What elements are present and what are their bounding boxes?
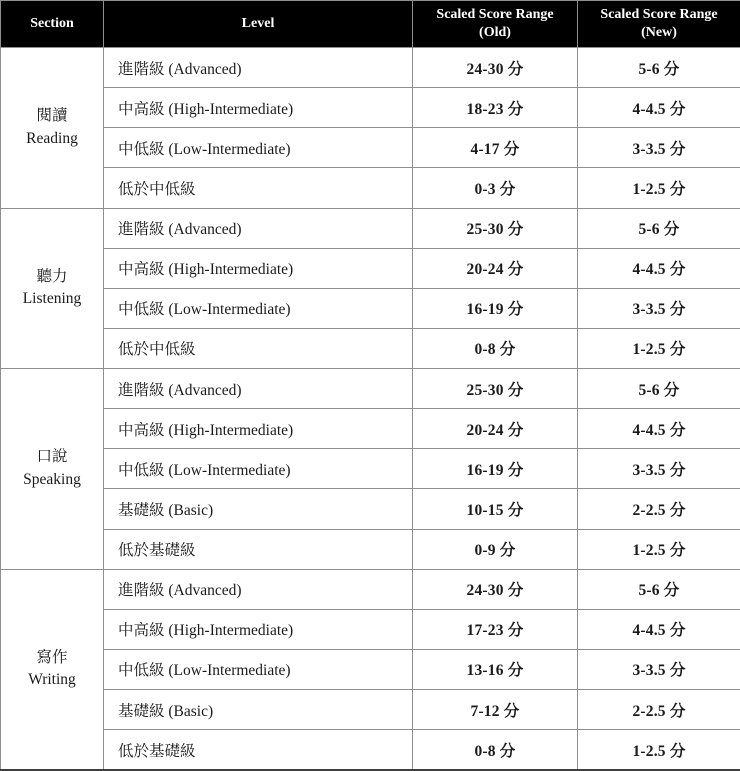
- header-score-new-label: Scaled Score Range: [600, 6, 718, 22]
- table-row: [1, 489, 740, 529]
- score-new-cell: 4-4.5 分: [578, 409, 740, 449]
- score-old-cell: 4-17 分: [413, 128, 578, 168]
- score-old-cell: 24-30 分: [413, 569, 578, 609]
- level-cell: 進階級 (Advanced): [104, 569, 413, 609]
- table-row: [1, 649, 740, 689]
- score-old-cell: 17-23 分: [413, 609, 578, 649]
- score-old-cell: 25-30 分: [413, 208, 578, 248]
- score-new-cell: 5-6 分: [578, 48, 740, 88]
- score-old-cell: 16-19 分: [413, 449, 578, 489]
- score-old-cell: 7-12 分: [413, 690, 578, 730]
- header-score-old-label: Scaled Score Range: [436, 6, 554, 22]
- score-new-cell: 3-3.5 分: [578, 128, 740, 168]
- score-old-cell: 0-8 分: [413, 328, 578, 368]
- header-level-label: Level: [241, 15, 275, 31]
- level-cell: 低於中低級: [104, 328, 413, 368]
- section-name-zh: 閱讀: [36, 107, 68, 125]
- table-row: [1, 168, 740, 208]
- section-name-zh: 寫作: [36, 648, 68, 666]
- score-old-cell: 25-30 分: [413, 369, 578, 409]
- header-section-label: Section: [30, 15, 74, 31]
- level-cell: 中低級 (Low-Intermediate): [104, 649, 413, 689]
- level-cell: 進階級 (Advanced): [104, 369, 413, 409]
- level-cell: 低於基礎級: [104, 529, 413, 569]
- score-new-cell: 1-2.5 分: [578, 529, 740, 569]
- score-new-cell: 3-3.5 分: [578, 649, 740, 689]
- level-cell: 低於基礎級: [104, 730, 413, 770]
- header-score-old-sub: (Old): [479, 25, 511, 40]
- score-new-cell: 3-3.5 分: [578, 449, 740, 489]
- table-row: [1, 409, 740, 449]
- header-level: [104, 1, 413, 48]
- table-row: [1, 569, 740, 609]
- header-section: [1, 1, 104, 48]
- level-cell: 低於中低級: [104, 168, 413, 208]
- score-new-cell: 2-2.5 分: [578, 489, 740, 529]
- score-new-cell: 3-3.5 分: [578, 288, 740, 328]
- score-new-cell: 1-2.5 分: [578, 328, 740, 368]
- table-row: [1, 609, 740, 649]
- table-row: [1, 88, 740, 128]
- score-old-cell: 18-23 分: [413, 88, 578, 128]
- table-header-row: [1, 1, 740, 48]
- level-cell: 中高級 (High-Intermediate): [104, 609, 413, 649]
- score-old-cell: 10-15 分: [413, 489, 578, 529]
- level-cell: 中低級 (Low-Intermediate): [104, 449, 413, 489]
- table-row: [1, 208, 740, 248]
- level-cell: 中高級 (High-Intermediate): [104, 409, 413, 449]
- score-new-cell: 4-4.5 分: [578, 88, 740, 128]
- score-new-cell: 4-4.5 分: [578, 609, 740, 649]
- score-old-cell: 16-19 分: [413, 288, 578, 328]
- section-cell-writing: [1, 569, 104, 770]
- score-table-body: [1, 48, 740, 771]
- table-row: [1, 248, 740, 288]
- table-row: [1, 48, 740, 88]
- table-row: [1, 128, 740, 168]
- score-new-cell: 5-6 分: [578, 369, 740, 409]
- score-new-cell: 2-2.5 分: [578, 690, 740, 730]
- section-name-en: Listening: [22, 290, 82, 308]
- score-new-cell: 1-2.5 分: [578, 730, 740, 770]
- table-row: [1, 529, 740, 569]
- section-name-en: Reading: [26, 129, 78, 147]
- header-score-new-sub: (New): [641, 25, 677, 40]
- table-row: [1, 328, 740, 368]
- score-old-cell: 0-8 分: [413, 730, 578, 770]
- level-cell: 進階級 (Advanced): [104, 48, 413, 88]
- table-row: [1, 288, 740, 328]
- score-old-cell: 20-24 分: [413, 409, 578, 449]
- table-row: [1, 449, 740, 489]
- score-new-cell: 5-6 分: [578, 208, 740, 248]
- level-cell: 基礎級 (Basic): [104, 690, 413, 730]
- score-new-cell: 5-6 分: [578, 569, 740, 609]
- header-score-new: [578, 1, 740, 48]
- section-cell-reading: [1, 48, 104, 209]
- level-cell: 中高級 (High-Intermediate): [104, 88, 413, 128]
- section-cell-speaking: [1, 369, 104, 570]
- score-old-cell: 20-24 分: [413, 248, 578, 288]
- level-cell: 中低級 (Low-Intermediate): [104, 128, 413, 168]
- score-new-cell: 4-4.5 分: [578, 248, 740, 288]
- section-name-en: Writing: [28, 671, 76, 689]
- section-name-zh: 口說: [36, 448, 68, 466]
- table-row: [1, 690, 740, 730]
- level-cell: 基礎級 (Basic): [104, 489, 413, 529]
- level-cell: 中低級 (Low-Intermediate): [104, 288, 413, 328]
- section-cell-listening: [1, 208, 104, 369]
- score-old-cell: 13-16 分: [413, 649, 578, 689]
- score-old-cell: 24-30 分: [413, 48, 578, 88]
- header-score-old: [413, 1, 578, 48]
- level-cell: 進階級 (Advanced): [104, 208, 413, 248]
- score-old-cell: 0-9 分: [413, 529, 578, 569]
- table-row: [1, 730, 740, 770]
- section-name-en: Speaking: [23, 470, 81, 488]
- level-cell: 中高級 (High-Intermediate): [104, 248, 413, 288]
- score-new-cell: 1-2.5 分: [578, 168, 740, 208]
- table-row: [1, 369, 740, 409]
- section-name-zh: 聽力: [36, 267, 68, 285]
- score-old-cell: 0-3 分: [413, 168, 578, 208]
